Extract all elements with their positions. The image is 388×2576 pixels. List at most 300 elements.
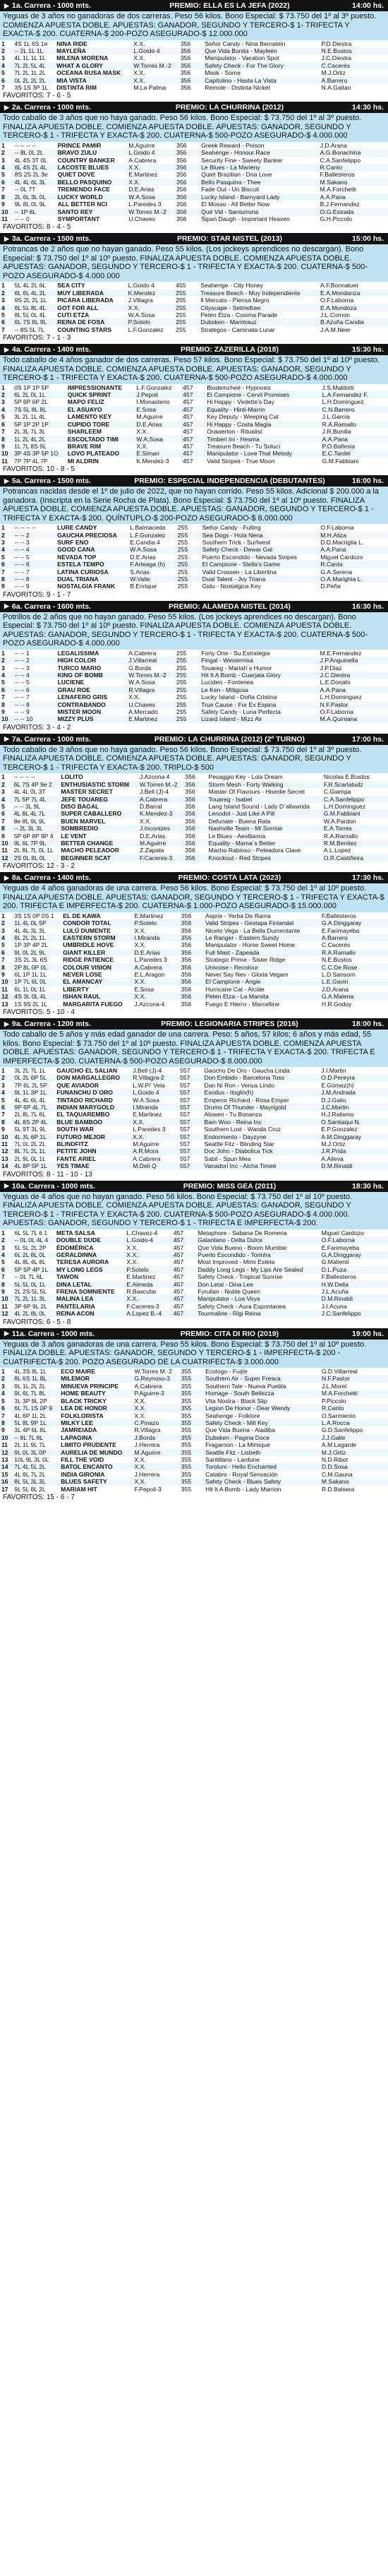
horse-name: MARGARITA FUEGO	[63, 1000, 123, 1008]
jockey: X.X.	[136, 428, 148, 436]
race-header	[0, 102, 388, 113]
trainer: G.M.Fabbiani	[322, 457, 359, 465]
weight: 457	[173, 1287, 184, 1295]
trainer: J.S.Maldotti	[322, 383, 354, 391]
entry-row	[0, 1119, 388, 1126]
trainer: C.Cacerès	[320, 62, 388, 69]
trainer: A.M.Lagarde	[321, 1441, 357, 1449]
pedigree: Peten Etza - La Mamita	[204, 993, 320, 1000]
entry-number: 4	[0, 934, 13, 941]
race-time: 16:30 hs.	[352, 602, 384, 611]
trainer: A.A.Pana	[319, 686, 388, 693]
entry-row	[0, 164, 388, 171]
recent-form: 4L 3L 6P 1L	[13, 1133, 55, 1140]
pedigree: Metaphore - Sabana De Romeria	[198, 1229, 287, 1236]
entry-number: 16	[0, 1478, 13, 1485]
race-block	[0, 102, 388, 233]
recent-form: 1L 2L 4L 2L	[13, 436, 66, 443]
weight: 356	[181, 926, 192, 934]
entry-row	[0, 428, 388, 435]
jockey: E.Simari	[135, 450, 181, 457]
race-header	[0, 0, 388, 11]
entry-row	[0, 1258, 388, 1265]
entries-table	[0, 912, 388, 1008]
entry-row	[0, 956, 388, 963]
trainer: O.Santiaqui N.	[320, 1119, 388, 1126]
play-arrow-icon: ▶	[4, 873, 9, 881]
weight: 355	[181, 1455, 192, 1463]
entry-row	[0, 971, 388, 978]
horse-name: DISO BAGAL	[61, 802, 99, 810]
jockey: L.Paredes 3	[134, 956, 167, 964]
recent-form: 2L 8L 7L 0L 1L	[13, 847, 54, 854]
horse-name: LOVO PLATEADO	[66, 450, 135, 457]
horse-name: SOUTH WAR	[56, 1126, 94, 1133]
recent-form: 9L 0L 3L 0P	[13, 1449, 59, 1456]
entry-number: 9	[1, 583, 5, 590]
entry-row	[0, 532, 388, 539]
jockey: X.X.	[133, 1478, 179, 1485]
horse-name: TURCO MARIO	[57, 664, 102, 672]
race-header	[0, 344, 388, 355]
entry-row	[0, 1140, 388, 1147]
race-header	[0, 475, 388, 487]
recent-form: 4L 1L 1L 1L	[14, 54, 46, 62]
jockey: D.E.Arias	[135, 421, 181, 428]
entry-row	[0, 1097, 388, 1104]
horse-name: FUNANCHU D´ORO	[55, 1089, 131, 1096]
play-arrow-icon: ▶	[4, 1330, 9, 1337]
entry-number: 2	[0, 919, 13, 926]
entry-number: 4	[0, 406, 13, 413]
horse-name: SHARLEEM	[67, 428, 102, 436]
entry-number: 1	[1, 1368, 5, 1376]
race-conditions: Todo caballo de 3 años que no haya ganado. Peso 56 kilos. Bono Especial: $ 73.750 del 1º al 3º puesto. FINALIZA APUESTA DOBLE. COMIENZA APUESTA DOBLE. APUESTAS: GANADOR, SEGUNDO Y TERCERO-$ 1 - TRIFECTA Y EXACTA-$ 200. TRIPLO-$ 500	[0, 745, 388, 774]
pedigree: Señor Candy - Fulling	[202, 524, 261, 532]
weight: 356	[180, 919, 204, 926]
recent-form: 4L 8P 5P 1L	[13, 1162, 55, 1169]
jockey: X.X.	[128, 693, 140, 701]
recent-form: -- 1P 6L	[13, 208, 56, 215]
pedigree: Sabil - Spun Mea	[204, 1155, 251, 1162]
weight: 255	[175, 686, 200, 693]
recent-form: -- -- 2	[13, 657, 56, 664]
trainer: Miguel Cardozo	[320, 553, 363, 561]
entry-row	[0, 1001, 388, 1008]
jockey: E.Martinez	[127, 715, 175, 722]
play-arrow-icon: ▶	[4, 1182, 9, 1190]
entry-row	[0, 149, 388, 156]
recent-form: 4L 8L 4L 8L	[14, 1258, 46, 1266]
entry-number: 9	[1, 442, 5, 450]
weight: 356	[175, 179, 200, 186]
weight: 356	[175, 193, 200, 201]
entry-row	[0, 54, 388, 61]
recent-form: 0L 2L 6P 5L	[13, 1074, 55, 1081]
entry-number: 10	[0, 208, 13, 215]
pedigree: Remote - Distinta Nickel	[205, 83, 270, 91]
horse-name: DOUBLE DUDE	[55, 1236, 125, 1244]
pedigree: Galantano - Delta Dulce	[196, 1236, 320, 1244]
weight: 356	[181, 912, 192, 919]
horse-name: UMBRIDLE HOVE	[63, 941, 114, 949]
entry-row	[0, 1273, 388, 1280]
entry-row	[0, 40, 388, 47]
recent-form: 7L 4L 5L 2L	[13, 1463, 59, 1470]
entry-number: 2	[0, 657, 13, 664]
jockey: F.Pepoli-3	[134, 1485, 162, 1493]
horse-name: TAWON	[56, 1273, 79, 1281]
jockey: M.Aguirre	[128, 141, 155, 149]
pedigree: Manipulator - Home Sweet Home	[205, 941, 296, 949]
recent-form: -- -- 5	[14, 553, 30, 561]
recent-form: -- -- 3	[14, 538, 30, 546]
horse-name: LE VENT	[61, 832, 87, 840]
pedigree: El Campione - Cervil Promises	[205, 391, 320, 398]
entry-row	[0, 1449, 388, 1456]
entry-row	[0, 47, 388, 54]
pedigree: Fyrullan - Noble Queen	[198, 1287, 261, 1295]
trainer: F.Ballesteros	[321, 912, 357, 919]
jockey: P.Sotelo	[125, 1266, 171, 1273]
recent-form: 9L 6L 7L 8L	[13, 1390, 59, 1397]
jockey: P.Sotelo	[133, 919, 179, 926]
pedigree: Don Embido - Barcelona Toss	[203, 1074, 320, 1081]
pedigree: Safety Check - Dewar Gal	[201, 546, 320, 553]
jockey: R.Villagra	[127, 686, 175, 693]
horse-name: LENAFERO GRIS	[57, 693, 108, 701]
race-prize-name: PREMIO: STAR NISTEL (2013)	[176, 234, 282, 244]
trainer: N.F.Pastor	[319, 701, 388, 708]
trainer: J.L.Acuña	[321, 1287, 348, 1295]
recent-form: -- 8L 7L 8L	[13, 1434, 59, 1441]
weight: 356	[181, 941, 192, 949]
race-block	[0, 475, 388, 601]
trainer: G.H.Piccolo	[320, 215, 353, 222]
trainer: A.F.Bonnatuer	[320, 282, 359, 290]
favorites: FAVORITOS: 6 - 5 - 8	[3, 1318, 71, 1326]
recent-form: 5P 5P 4P 1L	[13, 1266, 55, 1273]
horse-name: GERALDINNA	[55, 1251, 125, 1258]
entry-number: 3	[1, 1382, 5, 1390]
trainer: P.D.Diestra	[321, 40, 352, 47]
pedigree: Drums Of Thunder - Mayrigold	[203, 1104, 320, 1111]
entry-row	[0, 1397, 388, 1405]
entry-row	[0, 715, 388, 722]
jockey: L.Goido 4	[131, 1089, 178, 1096]
entry-number: 4	[0, 672, 13, 679]
entry-number: 11	[1, 847, 8, 854]
jockey: U.Chaves	[128, 215, 155, 222]
jockey: Z.Zapata	[140, 847, 164, 854]
weight: 356	[183, 781, 207, 788]
trainer: M.Sakano	[319, 179, 388, 186]
horse-name: EL DE KAWA	[63, 912, 101, 919]
trainer: E.P.Gonzalez	[321, 1126, 358, 1133]
jockey: X.X.	[127, 304, 175, 311]
play-arrow-icon: ▶	[4, 234, 9, 242]
weight: 255	[176, 532, 201, 539]
pedigree: Safety Check - Mili Key	[204, 1419, 320, 1426]
weight: 356	[180, 934, 204, 941]
entry-number: 5	[1, 679, 5, 686]
weight: 557	[179, 1067, 190, 1074]
horse-name: TINTADO RICHARD	[56, 1096, 113, 1104]
horse-name: MASTER SECRET	[61, 788, 113, 796]
race-conditions: Yeguas de 3 años no ganadoras de dos carreras. Peso 56 kilos. Bono Especial: $ 73.750 del 1º al 3º puesto. COMIENZA APUESTA DOBLE. APUESTAS: GANADOR, SEGUNDO Y TERCERO-$ 1- TRIFECTA Y EXACTA-$ 200. CUATERNA-$ 200-POZO ASEGURADO-$ 12.000.000	[0, 11, 388, 40]
recent-form: -- -- -- --	[13, 773, 35, 781]
jockey: A.Cabrera	[128, 156, 157, 164]
entry-number: 7	[1, 817, 5, 825]
trainer: M.A.Forchetti	[320, 1390, 388, 1397]
trainer: D.J.Galio	[321, 1096, 346, 1104]
recent-form: 4L 8S 2P 4L	[13, 1119, 55, 1126]
entry-row	[0, 1486, 388, 1493]
horse-name: CUPIDO TORE	[66, 421, 135, 428]
race-time: 18:00 hs.	[352, 1020, 384, 1028]
jockey: M.Aguirre	[136, 413, 163, 421]
horse-name: NOSTALGIA FRANK	[57, 583, 116, 590]
weight: 356	[180, 949, 204, 956]
entry-row	[0, 1412, 388, 1419]
pedigree: Le Blues - La Marieny	[200, 164, 319, 171]
entries-table	[0, 650, 388, 723]
trainer: L.D.Sansorn	[321, 970, 356, 978]
entry-number: 3	[1, 1081, 5, 1089]
weight: 255	[176, 693, 187, 701]
recent-form: 2S 0L 8L 0L	[13, 854, 60, 861]
entry-number: 9	[1, 708, 5, 716]
jockey: D.E.Arias	[128, 186, 154, 193]
trainer: J.J.Galie	[320, 1434, 388, 1441]
weight: 355	[180, 1449, 204, 1456]
weight: 457	[183, 457, 193, 465]
trainer: J.R.Bunilla	[322, 428, 351, 436]
entry-number: 7	[1, 568, 5, 576]
entry-number: 4	[0, 796, 13, 803]
trainer: F.Ballesteros	[320, 171, 355, 179]
weight: 356	[175, 164, 200, 171]
horse-name: QUICK SPRINT	[66, 391, 135, 398]
recent-form: 6L 4S 2L 4L	[13, 164, 56, 171]
favorites: FAVORITOS: 7 - 1 - 3	[3, 334, 71, 342]
weight: 356	[181, 1000, 192, 1008]
race-number-distance: 11a. Carrera - 1000 mts.	[11, 1329, 95, 1338]
entry-row	[0, 1375, 388, 1382]
pedigree: Macho Rabioso - Peleadora Clave	[208, 847, 301, 854]
entry-row	[0, 818, 388, 825]
recent-form: 1P 7L 6L 0L	[13, 978, 61, 985]
jockey: X.X.	[133, 69, 145, 77]
entry-row	[0, 1303, 388, 1310]
jockey: J.Bell (J)-4	[140, 788, 169, 796]
trainer: J.L.Garcia	[322, 413, 350, 421]
horse-name: BLINDFITZ	[56, 1140, 88, 1148]
entry-number: 12	[0, 854, 13, 861]
trainer: M.Sakano	[320, 1478, 388, 1485]
race-block	[0, 1018, 388, 1181]
entry-number: 12	[0, 1310, 13, 1317]
entry-row	[0, 701, 388, 708]
entry-row	[0, 1067, 388, 1074]
recent-form: 5L 9T 3L 9L	[14, 1126, 47, 1133]
trainer: J.R.Prida	[320, 1147, 388, 1155]
recent-form: 6L 7S 4P 9e 2	[13, 781, 60, 788]
recent-form: -- 8S 5L 7L	[14, 326, 44, 333]
weight: 557	[179, 1081, 190, 1089]
weight: 255	[175, 701, 200, 708]
trainer: E.C.Tardel	[321, 450, 388, 457]
entry-number: 3	[1, 398, 5, 406]
jockey: X.X.	[133, 1463, 179, 1470]
pedigree: Ecologo - Fuijte	[205, 1368, 248, 1376]
recent-form: 8S 2S 2L 3e	[14, 171, 48, 179]
entry-row	[0, 693, 388, 700]
pedigree: Southern Trick - Surfwest	[202, 538, 271, 546]
entry-number: 4	[0, 1089, 13, 1096]
entry-row	[0, 84, 388, 91]
weight: 356	[185, 773, 195, 781]
pedigree: Homage - South Bellezza	[204, 1390, 320, 1397]
trainer: O.F.Laborna	[320, 297, 354, 304]
entry-row	[0, 201, 388, 208]
pedigree: Forty One - Su Estrategia	[201, 649, 270, 657]
jockey: L.Chavez-4	[126, 1229, 158, 1236]
entry-number: 2	[0, 391, 13, 398]
horse-name: MAPO FELIZ	[67, 398, 104, 406]
pedigree: Biodemcheé - Hypnosis	[207, 383, 271, 391]
jockey: X.X.	[133, 54, 145, 62]
entry-number: 6	[0, 179, 13, 186]
favorites: FAVORITOS: 8 - 11 - 10 - 13	[3, 1170, 92, 1179]
pedigree: Univoise - Recolour	[204, 964, 320, 971]
entries-table	[0, 142, 388, 222]
jockey: E.Martinez	[128, 171, 158, 179]
pedigree: Hi Happy - Costa Magia	[205, 421, 320, 428]
pedigree: Fragaroon - La Mimique	[205, 1441, 270, 1449]
recent-form: 9L 6L 7P 9L	[13, 840, 60, 847]
race-block	[0, 344, 388, 475]
entry-row	[0, 978, 388, 985]
trainer: R.A.Ramallo	[323, 832, 358, 840]
entry-number: 8	[0, 436, 13, 443]
race-prize-name: PREMIO: ZAZERILLA (2018)	[180, 345, 279, 354]
horse-name: GAUCHA PRECIOSA	[56, 532, 128, 539]
entry-row	[0, 1471, 388, 1478]
entry-row	[0, 1288, 388, 1295]
trainer: G.A.Serena	[320, 568, 353, 576]
entry-row	[0, 1426, 388, 1433]
entry-number: 2	[0, 149, 13, 156]
weight: 457	[181, 391, 205, 398]
horse-name: ECO MAIRE	[61, 1368, 95, 1376]
trainer: O.A.Marighia L.	[319, 576, 388, 583]
horse-name: GOOD CANA	[56, 546, 128, 553]
race-prize-name: PREMIO: ESPECIAL INDEPENDENCIA (DEBUTANTES)	[134, 477, 325, 486]
jockey: X.X.	[134, 1397, 146, 1405]
trainer: B.J.Fernandez	[320, 201, 360, 208]
pedigree: Treasure Beach - Tu Solucí	[207, 442, 281, 450]
entry-row	[0, 1419, 388, 1426]
entry-number: 3	[1, 788, 5, 796]
horse-name: LIBERTY	[63, 985, 89, 993]
jockey: L.Goido 4	[132, 47, 179, 54]
recent-form: 7L 0L 2L 2L	[14, 1140, 46, 1148]
jockey: W.Valle	[128, 576, 176, 583]
entry-row	[0, 157, 388, 164]
jockey: U.Chaves	[127, 701, 175, 708]
entry-number: 9	[1, 970, 5, 978]
trainer: D.L.Puza	[320, 1266, 388, 1273]
horse-name: HOME BEAUTY	[59, 1390, 133, 1397]
jockey: L.Goido 4	[128, 282, 154, 290]
entry-row	[0, 1434, 388, 1441]
horse-name: BETTER CHANGE	[59, 840, 138, 847]
weight: 457	[173, 1273, 184, 1281]
trainer: A.A.Pana	[319, 546, 388, 553]
trainer: N.D.Ribot	[321, 1455, 348, 1463]
entry-row	[0, 919, 388, 926]
entry-row	[0, 1251, 388, 1258]
trainer: D.M.Rinaldi	[320, 1295, 388, 1302]
recent-form: 5P 1P 2P 1P	[13, 421, 66, 428]
jockey: A.Cabrera	[133, 964, 179, 971]
recent-form: 3L 4P 6L 8L	[14, 1426, 47, 1434]
weight: 457	[183, 398, 193, 406]
trainer: R.D.Balsera	[321, 1485, 355, 1493]
entry-number: 10	[0, 1133, 13, 1140]
entry-row	[0, 686, 388, 693]
entries-table	[0, 524, 388, 590]
entry-number: 1	[1, 40, 5, 47]
horse-name: LEGALISSIMA	[57, 649, 99, 657]
entry-row	[0, 803, 388, 810]
recent-form: 7P 6L 2L 5P	[14, 1081, 47, 1089]
jockey: X.X.	[134, 1412, 146, 1419]
entry-row	[0, 311, 388, 318]
entry-row	[0, 708, 388, 715]
weight: 356	[176, 201, 187, 208]
entry-number: 4	[0, 164, 13, 171]
entry-number: 2	[0, 1375, 13, 1382]
entry-number: 5	[1, 413, 5, 421]
horse-name: DUAL TRIANA	[56, 576, 128, 583]
entry-number: 6	[0, 686, 13, 693]
recent-form: -- -- -- --	[14, 524, 36, 532]
recent-form: 6L 5L 7L 6 1	[14, 1229, 48, 1236]
jockey: I.Miranda	[131, 1104, 178, 1111]
weight: 557	[178, 1074, 203, 1081]
recent-form: 2L 1L 9L 7L	[14, 1441, 46, 1449]
recent-form: -- -- 8	[13, 576, 56, 583]
trainer: L.H.Dominguez	[323, 802, 366, 810]
entry-number: 5	[1, 941, 5, 949]
trainer: D.D.Macriglia L.	[320, 538, 364, 546]
pedigree: Southern Air - Super Fresca	[204, 1375, 320, 1382]
jockey: L.Paredes 3	[128, 201, 162, 208]
entry-number: 5	[1, 553, 5, 561]
pedigree: Hi Happy - Vedette's Day	[207, 398, 274, 406]
weight: 457	[172, 1281, 196, 1288]
pedigree: El Mosso - All Better Now	[201, 201, 270, 208]
horse-name: COUNTING STARS	[57, 326, 112, 333]
entry-row	[0, 142, 388, 149]
entry-row	[0, 406, 388, 413]
horse-name: ESTELA TEMPO	[56, 561, 128, 568]
race-conditions: Potrancas de 2 años que no hayan ganado. Peso 55 kilos. (Los jockeys aprendices no descargan). Bono Especial: $ 73.750 del 1º al 10º puesto. FINALIZA APUESTA DOBLE. COMIENZA APUESTA DOBLE. APUESTAS: GANADOR, SEGUNDO Y TERCERO-$ 1 - TRIFECTA Y EXACTA-$ 200. CUATERNA-$ 500-POZO ASEGURADO-$ 4.000.000	[0, 244, 388, 282]
race-header	[0, 1181, 388, 1192]
weight: 255	[176, 326, 186, 333]
